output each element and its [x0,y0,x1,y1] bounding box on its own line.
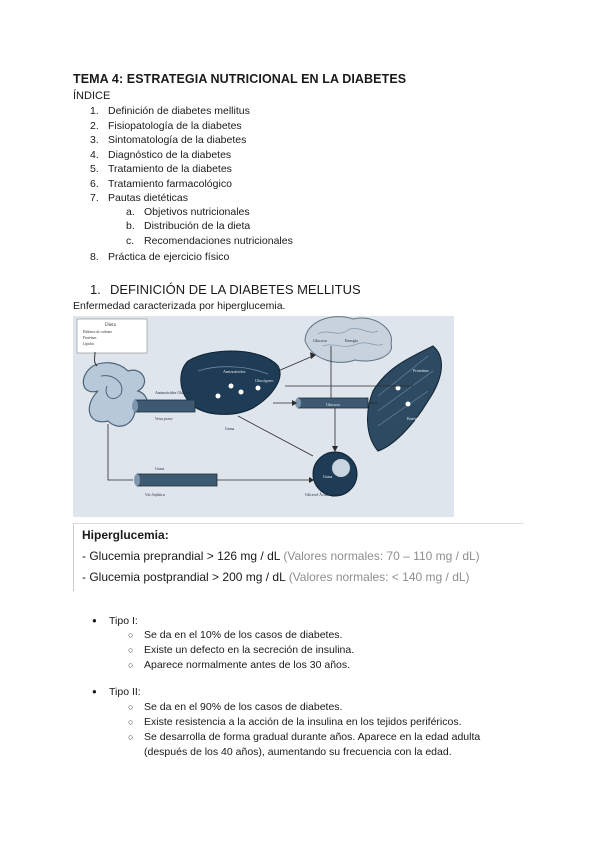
index-item: 6. Tratamiento farmacológico [90,178,232,190]
vena-porta-tube [135,400,195,412]
label-via-linfatica: Vía linfática [145,492,165,497]
dieta-label: Dieta [105,323,116,328]
hiperglucemia-box [73,523,524,591]
section-heading: 1. DEFINICIÓN DE LA DIABETES MELLITUS [90,282,361,297]
dieta-item: Hidratos de carbono [83,330,113,334]
molecule-dot [256,386,261,391]
lymph-vessel [137,474,217,486]
tipo2-bullet: ● Tipo II: [92,686,141,698]
glucemia-preprandial: - Glucemia preprandial > 126 mg / dL (Valores normales: 70 – 110 mg / dL) [82,549,480,563]
index-item: 1. Definición de diabetes mellitus [90,105,250,117]
tipo1-bullet: ● Tipo I: [92,615,138,627]
label-glucosa-brain: Glucosa [313,338,327,343]
tipo1-item: ○ Aparece normalmente antes de los 30 años. [128,659,351,671]
index-subitem: c. Recomendaciones nutricionales [126,235,293,247]
label-energia-muscle: Energía [407,416,420,421]
molecule-dot [229,384,234,389]
molecule-dot [216,394,221,399]
label-aminoacidos: Aminoácidos [223,369,246,374]
dieta-item: Proteínas [83,336,97,340]
label-energia-brain: Energía [345,338,358,343]
hiperglucemia-title: Hiperglucemia: [82,528,169,542]
intro-text: Enfermedad caracterizada por hiperglucemia. [73,300,286,312]
metabolism-diagram [73,316,454,517]
index-item: 8. Práctica de ejercicio físico [90,251,230,263]
index-subitem: b. Distribución de la dieta [126,220,251,232]
molecule-dot [406,402,411,407]
glucemia-postprandial: - Glucemia postprandial > 200 mg / dL (Valores normales: < 140 mg / dL) [82,570,470,584]
label-vena-porta: Vena porta [155,416,173,421]
label-glicerol-acidos: Glicerol Ácidos grasos [305,492,342,497]
label-aminoacidos-glucosa: Aminoácidos Glucosa [155,390,191,395]
tipo2-item: ○ Se desarrolla de forma gradual durante años. Aparece en la edad adulta [128,731,481,743]
tipo2-item: ○ Existe resistencia a la acción de la insulina en los tejidos periféricos. [128,716,462,728]
tube-end [134,474,140,486]
fat-droplet [332,459,350,477]
tipo1-item: ○ Se da en el 10% de los casos de diabetes. [128,629,343,641]
document-title: TEMA 4: ESTRATEGIA NUTRICIONAL EN LA DIABETES [73,72,407,86]
index-item: 7. Pautas dietéticas [90,192,188,204]
label-grasa-vessel: Grasa [155,466,165,471]
dieta-item: Lípidos [83,342,94,346]
tube-end [132,400,138,412]
index-item: 5. Tratamiento de la diabetes [90,163,232,175]
tipo1-item: ○ Existe un defecto en la secreción de insulina. [128,644,355,656]
label-grasa-fat: Grasa [323,474,333,479]
tipo2-item: ○ Se da en el 90% de los casos de diabetes. [128,701,343,713]
index-item: 2. Fisiopatología de la diabetes [90,120,242,132]
label-glucosa-vessel: Glucosa [326,402,340,407]
molecule-dot [239,390,244,395]
label-proteinas: Proteínas [413,368,429,373]
tipo2-item-continued: (después de los 40 años), aumentando su frecuencia con la edad. [144,746,452,758]
index-subitem: a. Objetivos nutricionales [126,206,250,218]
label-grasa-liver: Grasa [225,426,235,431]
label-glucogeno: Glucógeno [255,378,274,383]
index-item: 4. Diagnóstico de la diabetes [90,149,232,161]
index-heading: ÍNDICE [73,90,111,102]
index-item: 3. Sintomatología de la diabetes [90,134,247,146]
